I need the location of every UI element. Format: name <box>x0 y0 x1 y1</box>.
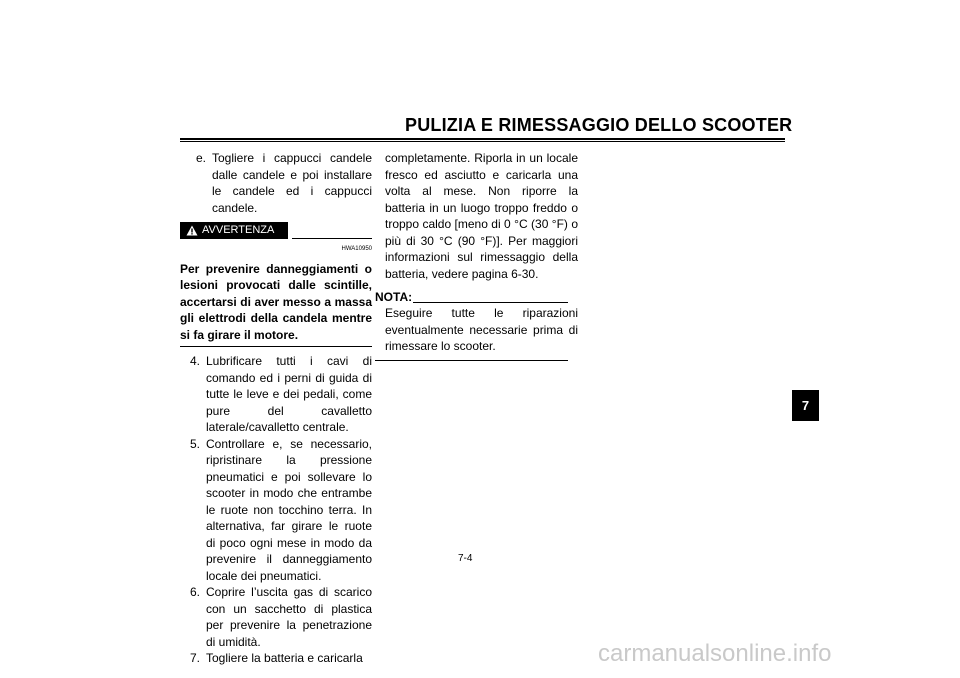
page-title: PULIZIA E RIMESSAGGIO DELLO SCOOTER <box>405 115 793 135</box>
continuation-text: completamente. Riporla in un locale fresco ed asciutto e caricarla una volta al mese. Non riporre la batteria in un luogo troppo freddo o troppo caldo [meno di 0 °C (30 °F) o più di 30 °C (90 °F)]. Per maggiori informazioni sul rimessaggio della batteria, vedere pagina 6-30. <box>385 151 578 281</box>
warning-triangle-icon <box>186 225 198 236</box>
list-text: Lubrificare tutti i cavi di comando ed i perni di guida di tutte le leve e dei pedali, come pure del cavalletto laterale/cavalletto centrale. <box>206 354 372 434</box>
note-text: Eseguire tutte le riparazioni eventualmente necessarie prima di rimessare lo scooter. <box>385 306 578 353</box>
header-rule-thin <box>180 141 785 142</box>
note-header-line <box>413 302 568 303</box>
list-item-e <box>190 150 372 216</box>
note-header <box>375 289 578 305</box>
list-text: Togliere la batteria e caricarla <box>206 651 363 665</box>
list-item <box>190 584 372 650</box>
warning-code: HWA10950 <box>341 246 372 252</box>
list-text: Togliere i cappucci candele dalle candele e poi installare le candele ed i cappucci candele. <box>212 151 372 215</box>
list-number: 7. <box>190 651 201 665</box>
watermark: carmanualsonline.info <box>598 640 832 667</box>
list-text: Controllare e, se necessario, ripristinare la pressione pneumatici e poi sollevare lo scooter in modo che entrambe le ruote non tocchino terra. In alternativa, far girare le ruote di poco ogni mese in modo da prevenire il danneggiamento locale dei pneumatici. <box>206 436 372 583</box>
list-number: 4. <box>190 354 201 368</box>
warning-text: Per prevenire danneggiamenti o lesioni provocati dalle scintille, accertarsi di aver messo a massa gli elettrodi della candela mentre si fa girare il motore. <box>180 261 372 342</box>
list-number: 5. <box>190 436 201 451</box>
list-item <box>190 353 372 436</box>
header-rule <box>180 138 785 140</box>
warning-rule <box>180 346 372 347</box>
note-rule <box>375 360 568 361</box>
chapter-tab: 7 <box>792 390 819 421</box>
right-column <box>375 150 578 361</box>
warning-header <box>180 222 372 242</box>
warning-badge <box>180 222 288 239</box>
page-number: 7-4 <box>458 553 473 564</box>
list-marker: e. <box>196 151 207 165</box>
warning-label: AVVERTENZA <box>202 224 275 237</box>
list-text: Coprire l’uscita gas di scarico con un sacchetto di plastica per prevenire la penetrazione di umidità. <box>206 585 372 649</box>
list-item <box>190 650 372 667</box>
left-column <box>180 150 372 667</box>
list-number: 6. <box>190 585 201 599</box>
list-item <box>190 436 372 585</box>
note-label: NOTA: <box>375 290 413 304</box>
warning-header-line <box>292 238 372 239</box>
